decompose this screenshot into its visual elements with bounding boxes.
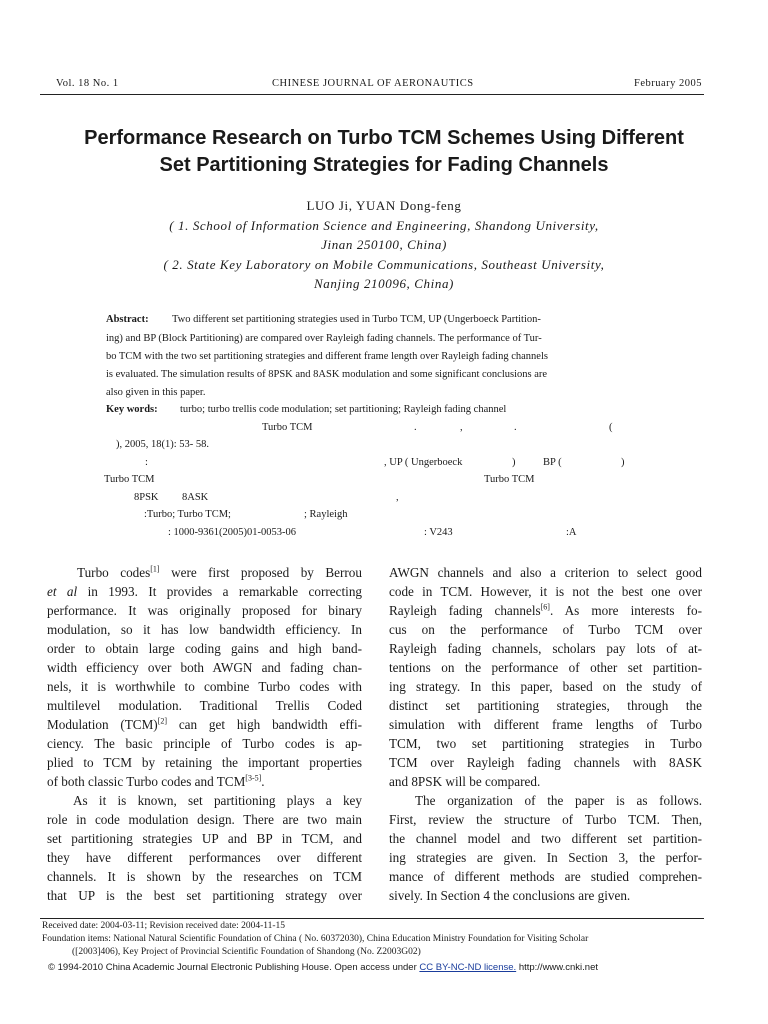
col2-line: cus on the performance of Turbo TCM over	[389, 622, 702, 637]
document-code: :A	[566, 527, 577, 538]
col1-line: et al in 1993. It provides a remarkable correcting	[47, 584, 362, 599]
paper-title-line-1: Performance Research on Turbo TCM Schemes Using Different	[84, 127, 684, 149]
cn-fragment: .	[414, 422, 417, 433]
received-dates: Received date: 2004-03-11; Revision received date: 2004-11-15	[42, 921, 286, 931]
website-url[interactable]: http://www.cnki.net	[518, 962, 599, 973]
abstract-label: Abstract:	[106, 314, 149, 325]
cn-fragment: BP (	[543, 457, 562, 468]
license-link[interactable]: CC BY-NC-ND license.	[419, 962, 517, 973]
volume-number: Vol. 18 No. 1	[56, 78, 119, 89]
footnote-rule	[40, 918, 704, 919]
col2-line: and 8PSK will be compared.	[389, 774, 541, 789]
paper-title-line-2: Set Partitioning Strategies for Fading Channels	[159, 154, 609, 176]
col1-line: channels. It is shown by the researches on TCM	[47, 869, 362, 884]
col2-line: ing strategy. In this paper, based on the study of	[389, 679, 702, 694]
col1-line: As it is known, set partitioning plays a key	[73, 793, 362, 808]
col1-line: they have different performances over different	[47, 850, 362, 865]
cn-fragment: :	[145, 457, 148, 468]
cn-fragment: (	[609, 422, 613, 433]
col1-line: Modulation (TCM)[2] can get high bandwidth effi-	[47, 717, 362, 732]
cn-fragment: Turbo TCM	[484, 474, 535, 485]
cn-fragment: Turbo TCM	[262, 422, 313, 433]
cn-fragment: .	[514, 422, 517, 433]
cn-keywords-rayleigh: ; Rayleigh	[304, 509, 348, 520]
copyright-notice: © 1994-2010 China Academic Journal Electronic Publishing House. Open access under CC BY-NC-ND license. http://www.cnki.net	[48, 962, 599, 973]
col1-line: performance. It was originally proposed for binary	[47, 603, 362, 618]
affiliation-1b: Jinan 250100, China)	[321, 237, 447, 252]
col1-line: plied to TCM by retaining the important properties	[47, 755, 362, 770]
affiliation-2b: Nanjing 210096, China)	[314, 276, 454, 291]
col1-line: nels, it is worthwhile to combine Turbo codes with	[47, 679, 362, 694]
col1-line: ciency. The basic principle of Turbo codes is ap-	[47, 736, 362, 751]
cn-fragment: )	[512, 457, 516, 468]
col2-line: Rayleigh fading channels, scholars pay lots of at-	[389, 641, 702, 656]
cn-fragment: 8ASK	[182, 492, 209, 503]
col2-line: code in TCM. However, it is not the best one over	[389, 584, 702, 599]
col2-line: simulation with different frame lengths of Turbo	[389, 717, 702, 732]
issue-date: February 2005	[634, 78, 703, 89]
col2-line: mance of different methods are studied comprehen-	[389, 869, 702, 884]
abstract-line-3: bo TCM with the two set partitioning strategies and different frame length over Rayleigh fading channels	[106, 351, 548, 362]
abstract-line-1: Two different set partitioning strategies used in Turbo TCM, UP (Ungerboeck Partition-	[172, 314, 541, 325]
cn-fragment: ,	[396, 492, 399, 503]
col2-line: the channel model and two different set partition-	[389, 831, 702, 846]
col1-line: set partitioning strategies UP and BP in TCM, and	[47, 831, 362, 846]
cn-fragment: 8PSK	[134, 492, 159, 503]
col1-line: that UP is the best set partitioning strategy over	[47, 888, 362, 903]
foundation-items-line-1: Foundation items: National Natural Scientific Foundation of China ( No. 60372030), China Education Ministry Foundation for Visiting Scholar	[42, 934, 589, 944]
cn-fragment: )	[621, 457, 625, 468]
col2-line: tentions on the performance of other set partition-	[389, 660, 702, 675]
cn-keywords: :Turbo; Turbo TCM;	[144, 509, 231, 520]
col1-line: role in code modulation design. There are two main	[47, 812, 362, 827]
col2-line: First, review the structure of Turbo TCM. Then,	[389, 812, 702, 827]
col2-line: The organization of the paper is as follows.	[415, 793, 702, 808]
col1-line: order to obtain large coding gains and high band-	[47, 641, 362, 656]
col1-line: of both classic Turbo codes and TCM[3-5].	[47, 774, 265, 789]
abstract-line-2: ing) and BP (Block Partitioning) are compared over Rayleigh fading channels. The performance of Tur-	[106, 333, 542, 344]
col1-line: Turbo codes[1] were first proposed by Berrou	[77, 565, 362, 580]
affiliation-1a: ( 1. School of Information Science and Engineering, Shandong University,	[169, 218, 599, 233]
clc-number: : V243	[424, 527, 453, 538]
authors: LUO Ji, YUAN Dong-feng	[306, 198, 462, 213]
col2-line: Rayleigh fading channels[6]. As more interests fo-	[389, 603, 702, 618]
cn-fragment: Turbo TCM	[104, 474, 155, 485]
col2-line: AWGN channels and also a criterion to select good	[389, 565, 702, 580]
foundation-items-line-2: ([2003]406), Key Project of Provincial Scientific Foundation of Shandong (No. Z2003G02)	[72, 947, 421, 957]
affiliation-2a: ( 2. State Key Laboratory on Mobile Communications, Southeast University,	[163, 257, 605, 272]
col2-line: TCM, two set partitioning strategies in Turbo	[389, 736, 702, 751]
col1-line: modulation, so it has low bandwidth efficiency. In	[47, 622, 362, 637]
cn-fragment: , UP ( Ungerboeck	[384, 457, 463, 468]
keywords: turbo; turbo trellis code modulation; set partitioning; Rayleigh fading channel	[180, 404, 507, 415]
col2-line: distinct set partitioning strategies, through the	[389, 698, 702, 713]
col1-line: width efficiency over both AWGN and fading chan-	[47, 660, 362, 675]
col2-line: TCM over Rayleigh fading channels with 8ASK	[389, 755, 702, 770]
cn-fragment: ,	[460, 422, 463, 433]
article-id: : 1000-9361(2005)01-0053-06	[168, 527, 297, 538]
col2-line: ing strategies are given. In Section 3, the perfor-	[389, 850, 702, 865]
abstract-line-4: is evaluated. The simulation results of 8PSK and 8ASK modulation and some significant conclusions are	[106, 369, 548, 380]
col1-line: multilevel modulation. Traditional Trellis Coded	[47, 698, 362, 713]
abstract-line-5: also given in this paper.	[106, 387, 206, 398]
keywords-label: Key words:	[106, 404, 158, 415]
cn-fragment: ), 2005, 18(1): 53- 58.	[116, 439, 210, 450]
journal-name: CHINESE JOURNAL OF AERONAUTICS	[272, 78, 474, 89]
col2-line: sively. In Section 4 the conclusions are given.	[389, 888, 631, 903]
header-rule	[40, 94, 704, 95]
